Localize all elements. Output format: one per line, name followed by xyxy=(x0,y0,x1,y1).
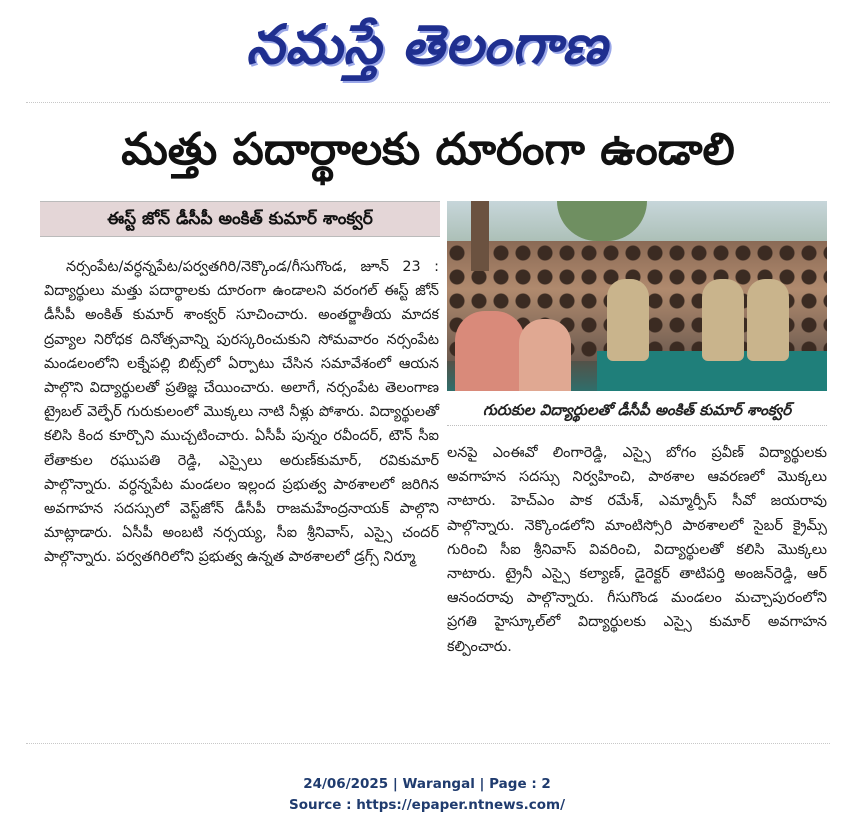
article-body-right-column xyxy=(447,441,827,731)
article-body-right-text: లనపై ఎంఈవో లింగారెడ్డి, ఎస్సై బోగం ప్రవీణ్ విద్యార్థులకు అవగాహన సదస్సు నిర్వహించి, పాఠశాల ఆవరణలో మొక్కలు నాటారు. హెచ్ఎం పాక రమేశ్, ఎమ్మార్పీస్ సీవో జయరావు పాల్గొన్నారు. నెక్కొండలోని మాంటిస్సోరి పాఠశాలలో సైబర్ క్రైమ్స్ గురించి సీఐ శ్రీనివాస్ వివరించి, విద్యార్థులతో కలిసి మొక్కలు నాటారు. ట్రైనీ ఎస్సై కల్యాణ్, డైరెక్టర్ తాటిపర్తి అంజన్‌రెడ్డి, ఆర్ ఆనందరావు పాల్గొన్నారు. గీసుగొండ మండలం మచ్చాపురంలోని ప్రగతి హైస్కూల్‌లో విద్యార్థులకు ఎస్సై కుమార్ అవగాహన కల్పించారు. xyxy=(447,445,827,655)
photo-caption: గురుకుల విద్యార్థులతో డీసీపీ అంకిత్ కుమార్ శాంక్వర్ xyxy=(447,395,827,426)
masthead-logo: నమస్తే తెలంగాణ xyxy=(246,13,608,76)
article-photo xyxy=(447,201,827,391)
photo-officer xyxy=(747,279,789,361)
article-body-left-text: నర్సంపేట/వర్ధన్నపేట/పర్వతగిరి/నెక్కొండ/గీసుగొండ, జూన్ 23 : విద్యార్థులు మత్తు పదార్థాలకు దూరంగా ఉండాలని వరంగల్ ఈస్ట్ జోన్ డీసీపీ అంకిత్ కుమార్ శాంక్వర్ సూచించారు. అంతర్జాతీయ మాదక ద్రవ్యాల నిరోధక దినోత్సవాన్ని పురస్కరించుకుని సోమవారం నర్సంపేట మండలంలోని లక్నేపల్లి బిట్స్‌లో ఏర్పాటు చేసిన సమావేశంలో ఆయన పాల్గొని విద్యార్థులతో ప్రతిజ్ఞ చేయించారు. అలాగే, నర్సంపేట తెలంగాణ ట్రైబల్ వెల్ఫేర్ గురుకులంలో మొక్కలు నాటి నీళ్లు పోశారు. విద్యార్థులతో కలిసి కింద కూర్చొని ముచ్చటించారు. ఏసీపీ పున్నం రవీందర్, టౌన్ సీఐ లేతాకుల రఘుపతి రెడ్డి, ఎస్సైలు అరుణ్‌కుమార్, రవికుమార్ పాల్గొన్నారు. వర్ధన్నపేట మండలం ఇల్లంద ప్రభుత్వ పాఠశాలలో జరిగిన అవగాహన సదస్సులో వెస్ట్‌జోన్ డీసీపీ రాజమహేంద్రనాయక్ పాల్గొని మాట్లాడారు. ఏసీపీ అంబటి నర్సయ్య, సీఐ శ్రీనివాస్, ఎస్సై చందర్ పాల్గొన్నారు. పర్వతగిరిలోని ప్రభుత్వ ఉన్నత పాఠశాలలో డ్రగ్స్ నిర్మూ xyxy=(44,259,439,566)
source-link[interactable]: Source : https://epaper.ntnews.com/ xyxy=(288,797,566,813)
photo-officer xyxy=(702,279,744,361)
article-headline: మత్తు పదార్థాలకు దూరంగా ఉండాలి xyxy=(121,124,735,175)
photo-seated-man xyxy=(519,319,571,391)
photo-tree-trunk xyxy=(471,201,489,271)
article-body-left-column xyxy=(44,255,439,735)
article-subhead: ఈస్ట్ జోన్ డీసీపీ అంకిత్ కుమార్ శాంక్వర్ xyxy=(40,201,440,237)
photo-seated-man xyxy=(455,311,525,391)
photo-officer xyxy=(607,279,649,361)
source-footer xyxy=(0,774,854,816)
news-clipping xyxy=(26,102,830,744)
edition-info: 24/06/2025 | Warangal | Page : 2 xyxy=(303,776,551,792)
